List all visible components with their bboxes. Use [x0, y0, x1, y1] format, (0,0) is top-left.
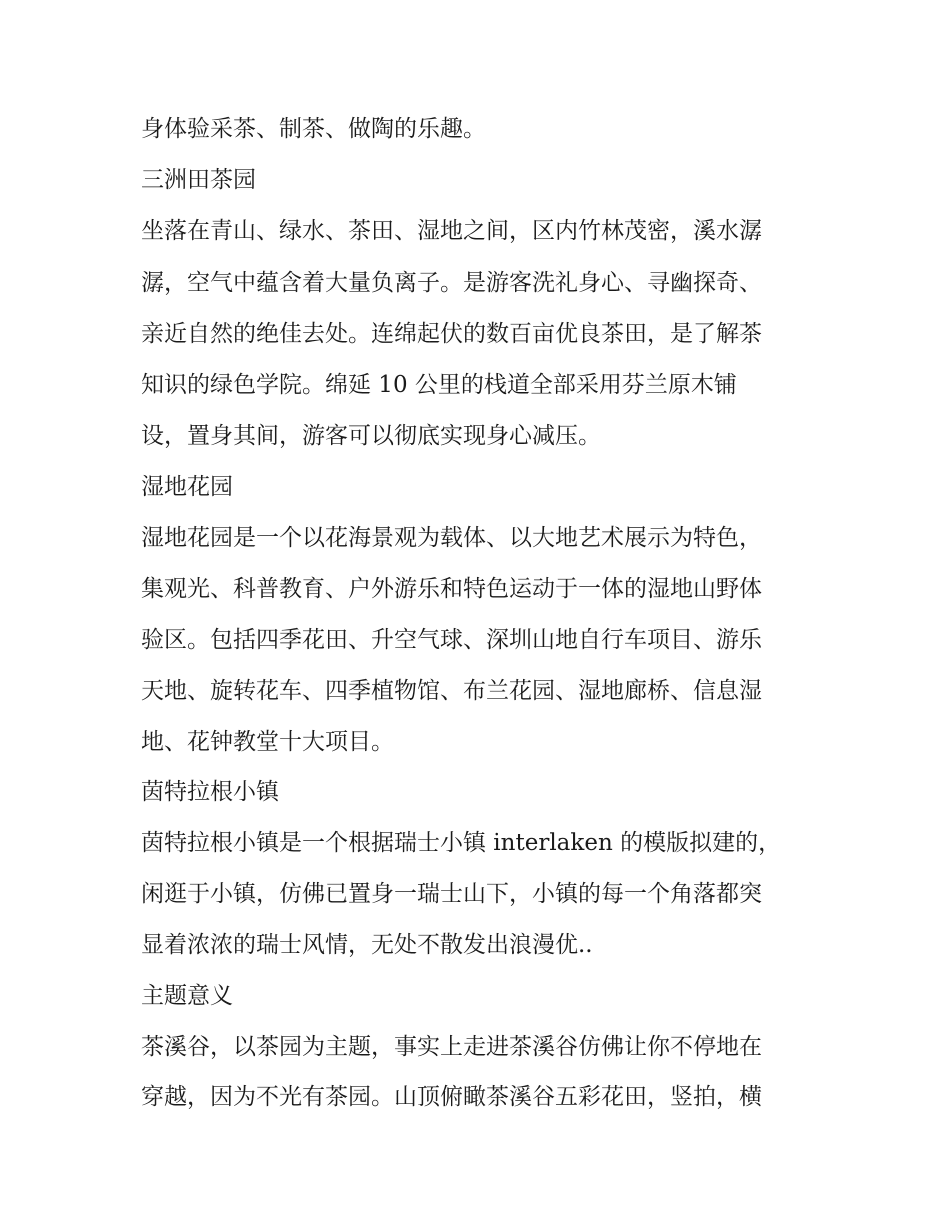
- paragraph-line: 天地、旋转花车、四季植物馆、布兰花园、湿地廊桥、信息湿: [141, 678, 762, 704]
- section-heading-theme-meaning: 主题意义: [141, 983, 233, 1009]
- section-heading-wetland-garden: 湿地花园: [141, 474, 233, 500]
- paragraph-line: 身体验采茶、制茶、做陶的乐趣。: [141, 116, 486, 142]
- paragraph-line: 显着浓浓的瑞士风情，无处不散发出浪漫优..: [141, 932, 593, 958]
- paragraph-line: 集观光、科普教育、户外游乐和特色运动于一体的湿地山野体: [141, 576, 762, 602]
- paragraph-line: 知识的绿色学院。绵延 10 公里的栈道全部采用芬兰原木铺: [141, 372, 737, 398]
- paragraph-line: 设，置身其间，游客可以彻底实现身心减压。: [141, 423, 601, 449]
- paragraph-line: 闲逛于小镇，仿佛已置身一瑞士山下，小镇的每一个角落都突: [141, 881, 762, 907]
- paragraph-line: 湿地花园是一个以花海景观为载体、以大地艺术展示为特色，: [141, 525, 762, 551]
- paragraph-line: 验区。包括四季花田、升空气球、深圳山地自行车项目、游乐: [141, 627, 762, 653]
- paragraph-line: 茶溪谷，以茶园为主题，事实上走进茶溪谷仿佛让你不停地在: [141, 1034, 762, 1060]
- paragraph-line: 坐落在青山、绿水、茶田、湿地之间，区内竹林茂密，溪水潺: [141, 218, 762, 244]
- paragraph-line: 潺，空气中蕴含着大量负离子。是游客洗礼身心、寻幽探奇、: [141, 270, 762, 296]
- paragraph-line: 地、花钟教堂十大项目。: [141, 729, 394, 755]
- paragraph-line: 茵特拉根小镇是一个根据瑞士小镇 interlaken 的模版拟建的，: [141, 830, 782, 856]
- paragraph-line: 穿越，因为不光有茶园。山顶俯瞰茶溪谷五彩花田，竖拍，横: [141, 1084, 762, 1110]
- section-heading-sanzhoutian: 三洲田茶园: [141, 167, 256, 193]
- section-heading-interlaken-town: 茵特拉根小镇: [141, 779, 279, 805]
- paragraph-line: 亲近自然的绝佳去处。连绵起伏的数百亩优良茶田，是了解茶: [141, 321, 762, 347]
